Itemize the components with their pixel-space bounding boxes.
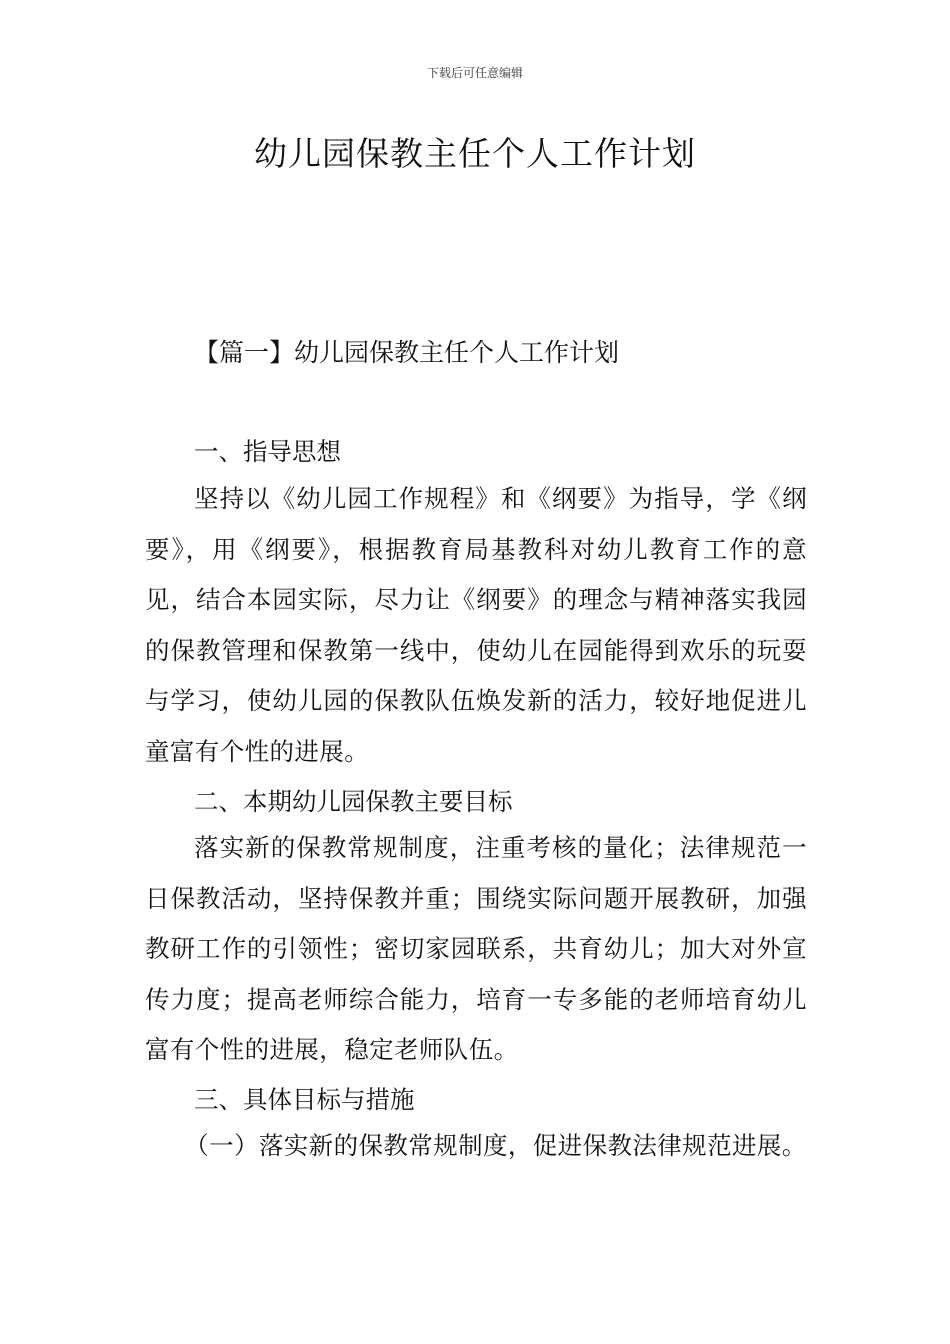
heading-goals-measures: 三、具体目标与措施 — [194, 1085, 415, 1114]
section-title: 【篇一】幼儿园保教主任个人工作计划 — [194, 338, 620, 367]
paragraph-main-goals: 落实新的保教常规制度，注重考核的量化；法律规范一日保教活动，坚持保教并重；围绕实际问题开展教研，加强教研工作的引领性；密切家园联系，共育幼儿；加大对外宣传力度；提高老师综合能力，培育一专多能的老师培育幼儿富有个性的进展，稳定老师队伍。 — [145, 833, 807, 1064]
paragraph-guiding-thought: 坚持以《幼儿园工作规程》和《纲要》为指导，学《纲要》，用《纲要》，根据教育局基教科对幼儿教育工作的意见，结合本园实际，尽力让《纲要》的理念与精神落实我园的保教管理和保教第一线中，使幼儿在园能得到欢乐的玩耍与学习，使幼儿园的保教队伍焕发新的活力，较好地促进儿童富有个性的进展。 — [145, 484, 807, 766]
heading-main-goals: 二、本期幼儿园保教主要目标 — [194, 787, 513, 816]
heading-guiding-thought: 一、指导思想 — [194, 437, 341, 466]
document-title: 幼儿园保教主任个人工作计划 — [254, 134, 696, 173]
header-note: 下载后可任意编辑 — [426, 66, 523, 80]
paragraph-goals-measures: （一）落实新的保教常规制度，促进保教法律规范进展。 — [184, 1131, 807, 1160]
